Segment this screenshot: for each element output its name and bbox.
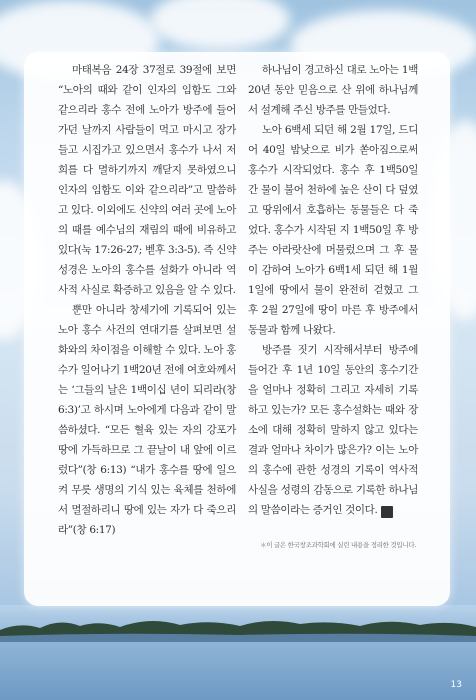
end-mark-icon: N [381,506,393,518]
paragraph-text: 방주를 짓기 시작해서부터 방주에 들어간 후 1년 10일 동안의 홍수기간을 얼마나 정확히 그리고 자세히 기록하고 있는가? 모든 홍수설화는 때와 장소에 대해 정확히 말하지 않고 있다는 결과 얼마나 차이가 많은가? 이는 노아의 홍수에 관한 성경의 기록이 역사적 사실을 성령의 감동으로 기록한 하나님의 말씀이라는 증거인 것이다. [248,344,418,516]
paragraph: 뿐만 아니라 창세기에 기록되어 있는 노아 홍수 사건의 연대기를 살펴보면 설화와의 차이점을 이해할 수 있다. 노아 홍수가 일어나기 1백20년 전에 여호와께서는 ‘그들의 날은 1백이십 년이 되리라(창 6:3)’고 하시며 노아에게 다음과 같이 말씀하셨다. “모든 혈육 있는 자의 강포가 땅에 가득하므로 그 끝날이 내 앞에 이르렀다”(창 6:13) “내가 홍수를 땅에 일으켜 무릇 생명의 기식 있는 육체를 천하에서 멸절하리니 땅에 있는 자가 다 죽으리라”(창 6:17) [58,304,236,536]
article-column-right [248,60,418,520]
footnote: ＊이 글은 한국창조과학회에 실린 내용을 정리한 것입니다. [260,541,417,549]
page-number: 13 [450,680,462,690]
paragraph-final [248,340,418,520]
paragraph: 노아 6백세 되던 해 2월 17일, 드디어 40일 밤낮으로 비가 쏟아짐으로써 홍수가 시작되었다. 홍수 후 1백50일간 물이 불어 천하에 높은 산이 다 덮였고 땅위에서 호흡하는 동물들은 다 죽었다. 홍수가 시작된 지 1백50일 후 방주는 아라랏산에 머물렀으며 그 후 물이 감하여 노아가 6백1세 되던 해 1월1일에 땅에서 물이 완전히 걷혔고 그 후 2월 27일에 땅이 마른 후 방주에서 동물과 함께 나왔다. [248,124,418,336]
paragraph: 마태복음 24장 37절로 39절에 보면 “노아의 때와 같이 인자의 임함도 그와 같으리라 홍수 전에 노아가 방주에 들어가던 날까지 사람들이 먹고 마시고 장가들고 시집가고 있으면서 홍수가 나서 저희를 다 멸하기까지 깨닫지 못하였으니 인자의 임함도 이와 같으리라”고 말씀하고 있다. 이외에도 신약의 여러 곳에 노아의 때를 예수님의 재림의 때에 비유하고 있다(눅 17:26-27; 벧후 3:3-5). 즉 신약성경은 노아의 홍수를 설화가 아니라 역사적 사실로 확증하고 있음을 알 수 있다. [58,64,236,296]
treeline [0,608,476,642]
paragraph: 하나님이 경고하신 대로 노아는 1백20년 동안 믿음으로 산 위에 하나님께서 설계해 주신 방주를 만들었다. [248,64,418,116]
article-column-left [58,60,236,540]
